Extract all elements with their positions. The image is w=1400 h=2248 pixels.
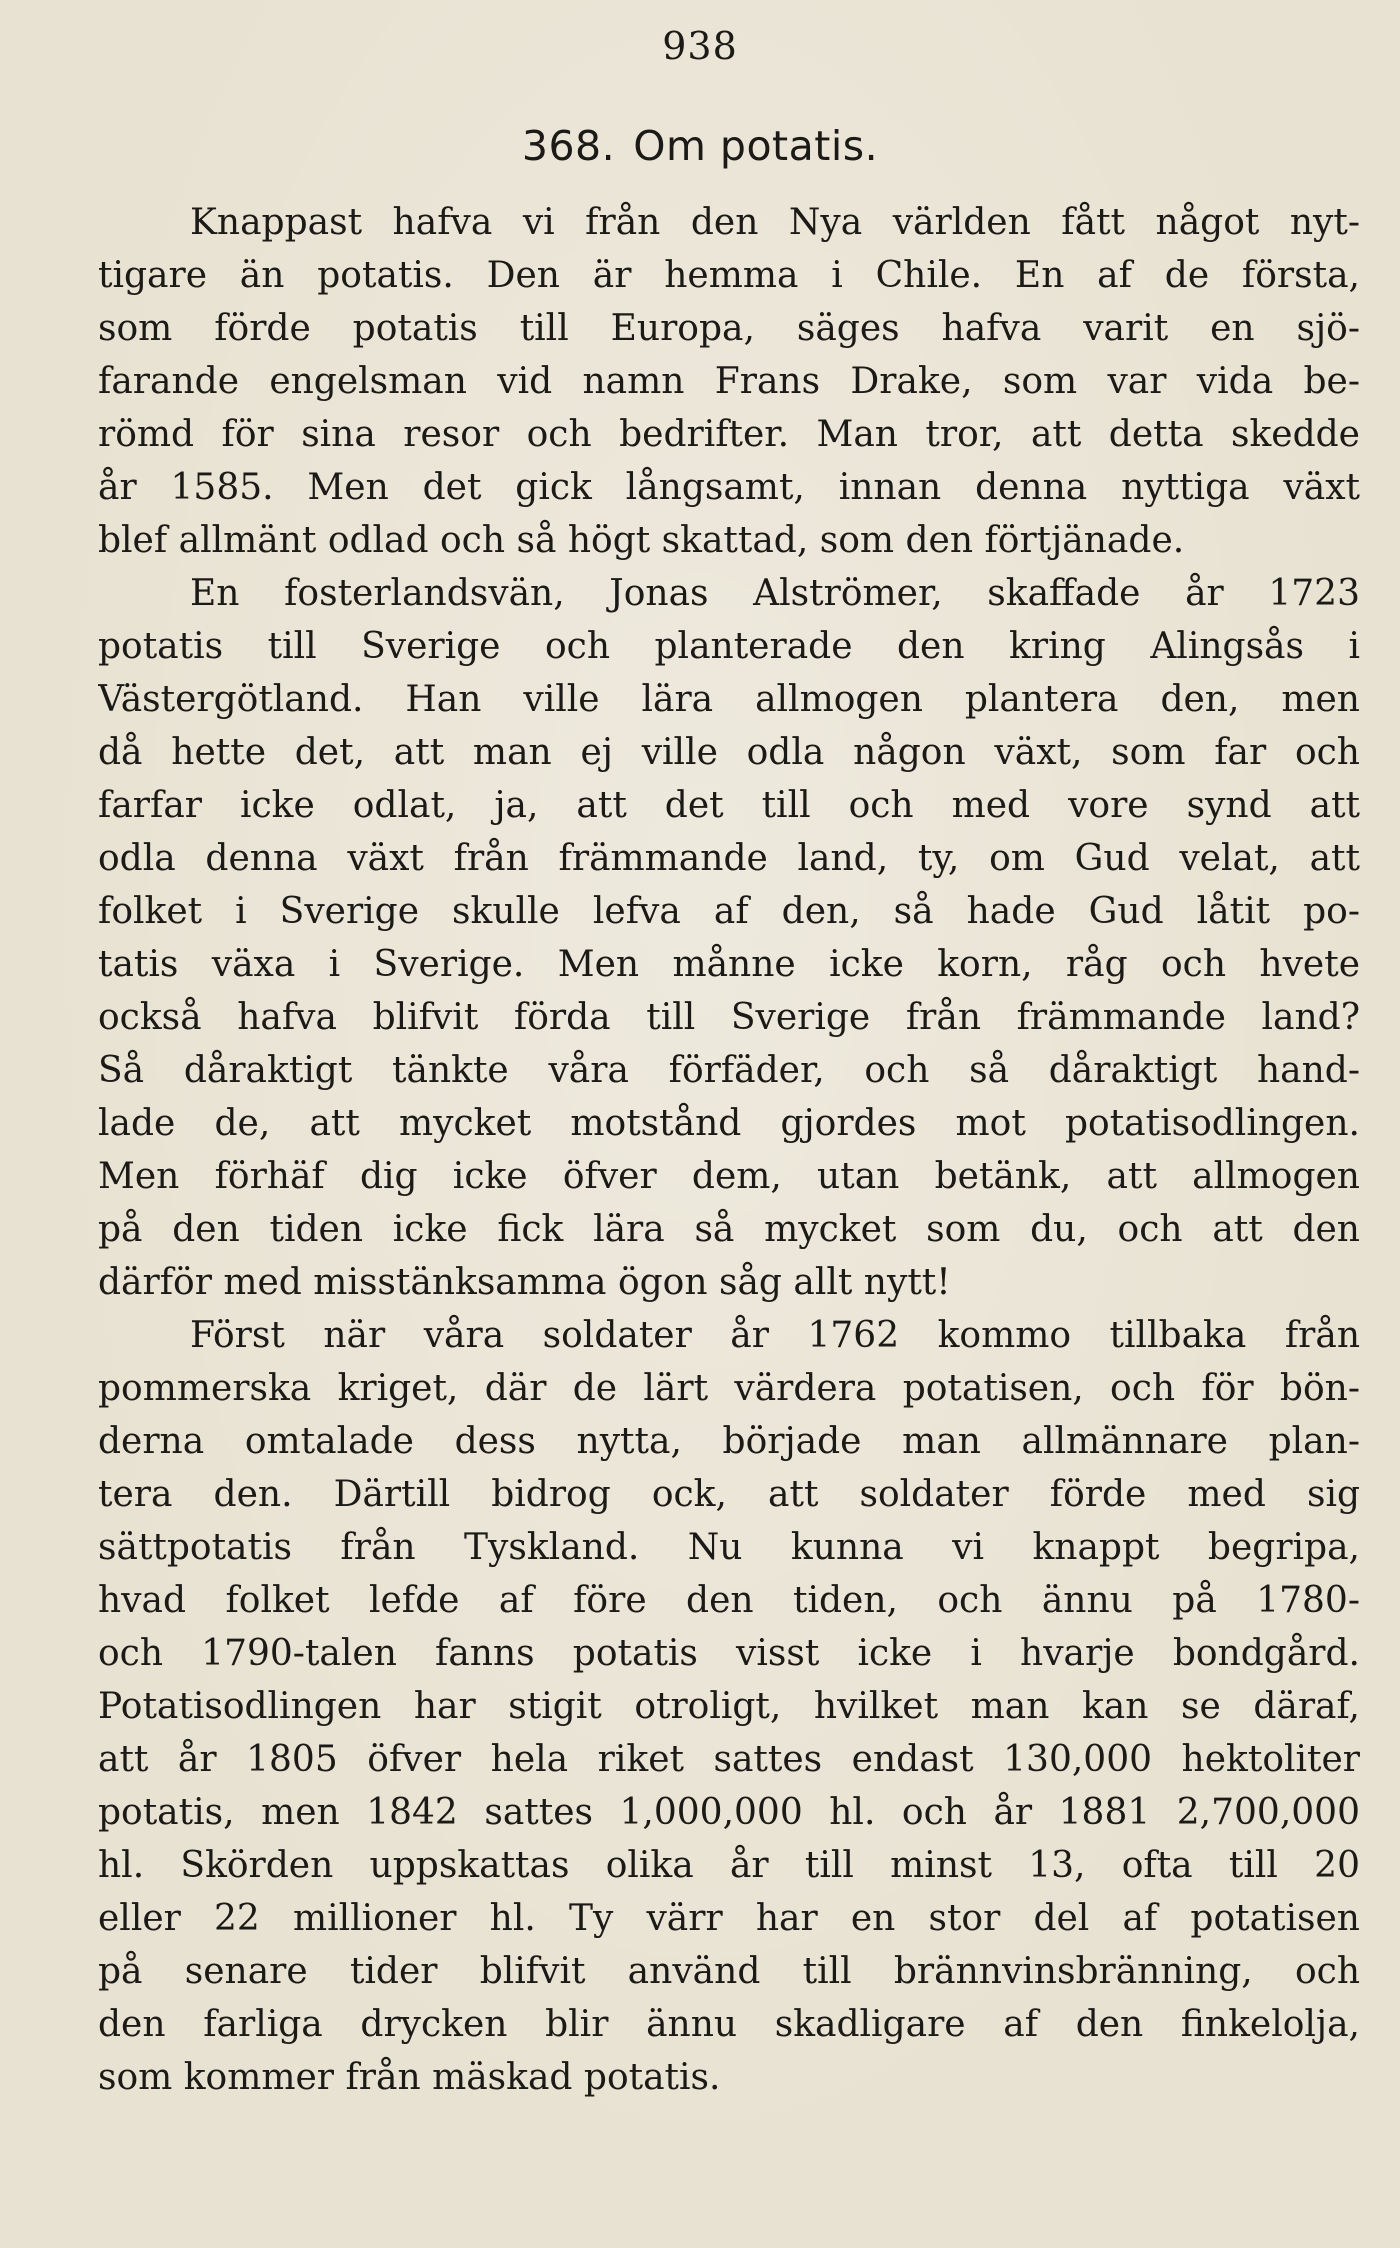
text-line: år 1585. Men det gick långsamt, innan denna nyttiga växt — [98, 467, 1360, 508]
text-line: hvad folket lefde af före den tiden, och ännu på 1780- — [98, 1580, 1360, 1621]
text-line: römd för sina resor och bedrifter. Man tror, att detta skedde — [98, 414, 1360, 455]
text-line: farfar icke odlat, ja, att det till och med vore synd att — [98, 785, 1360, 826]
text-line: derna omtalade dess nytta, började man allmännare plan- — [98, 1421, 1360, 1462]
chapter-title: Om potatis. — [633, 122, 879, 170]
text-line: som kommer från mäskad potatis. — [98, 2057, 721, 2098]
body-text — [98, 196, 1360, 2104]
text-line: att år 1805 öfver hela riket sattes endast 130,000 hektoliter — [98, 1739, 1360, 1780]
text-line: folket i Sverige skulle lefva af den, så hade Gud låtit po- — [98, 891, 1360, 932]
text-line: lade de, att mycket motstånd gjordes mot potatisodlingen. — [98, 1103, 1360, 1144]
text-line: potatis till Sverige och planterade den kring Alingsås i — [98, 626, 1360, 667]
text-line: då hette det, att man ej ville odla någon växt, som far och — [98, 732, 1360, 773]
paragraph — [98, 567, 1360, 1309]
text-line: sättpotatis från Tyskland. Nu kunna vi knappt begripa, — [98, 1527, 1360, 1568]
text-line: Knappast hafva vi från den Nya världen fått något nyt- — [190, 202, 1360, 243]
text-line: Först när våra soldater år 1762 kommo tillbaka från — [190, 1315, 1360, 1356]
text-line: på senare tider blifvit använd till brännvinsbränning, och — [98, 1951, 1360, 1992]
text-line: också hafva blifvit förda till Sverige från främmande land? — [98, 997, 1360, 1038]
text-line: därför med misstänksamma ögon såg allt nytt! — [98, 1262, 951, 1303]
chapter-number: 368. — [521, 122, 616, 170]
text-line: potatis, men 1842 sattes 1,000,000 hl. och år 1881 2,700,000 — [98, 1792, 1360, 1833]
text-line: pommerska kriget, där de lärt värdera potatisen, och för bön- — [98, 1368, 1360, 1409]
text-line: och 1790-talen fanns potatis visst icke i hvarje bondgård. — [98, 1633, 1360, 1674]
text-line: farande engelsman vid namn Frans Drake, som var vida be- — [98, 361, 1360, 402]
text-line: Västergötland. Han ville lära allmogen plantera den, men — [98, 679, 1360, 720]
text-line: eller 22 millioner hl. Ty värr har en stor del af potatisen — [98, 1898, 1360, 1939]
page-number: 938 — [662, 24, 738, 68]
text-line: Potatisodlingen har stigit otroligt, hvilket man kan se däraf, — [98, 1686, 1360, 1727]
text-line: Så dåraktigt tänkte våra förfäder, och så dåraktigt hand- — [98, 1050, 1360, 1091]
text-line: odla denna växt från främmande land, ty, om Gud velat, att — [98, 838, 1360, 879]
text-line: tera den. Därtill bidrog ock, att soldater förde med sig — [98, 1474, 1360, 1515]
text-line: som förde potatis till Europa, säges hafva varit en sjö- — [98, 308, 1360, 349]
paragraph — [98, 196, 1360, 567]
text-line: blef allmänt odlad och så högt skattad, som den förtjänade. — [98, 520, 1185, 561]
text-line: den farliga drycken blir ännu skadligare af den finkelolja, — [98, 2004, 1360, 2045]
text-line: på den tiden icke fick lära så mycket som du, och att den — [98, 1209, 1360, 1250]
text-line: Men förhäf dig icke öfver dem, utan betänk, att allmogen — [98, 1156, 1360, 1197]
text-line: tigare än potatis. Den är hemma i Chile. En af de första, — [98, 255, 1360, 296]
paragraph — [98, 1309, 1360, 2104]
text-line: En fosterlandsvän, Jonas Alströmer, skaffade år 1723 — [190, 573, 1360, 614]
chapter-heading — [0, 122, 1400, 170]
text-line: hl. Skörden uppskattas olika år till minst 13, ofta till 20 — [98, 1845, 1360, 1886]
text-line: tatis växa i Sverige. Men månne icke korn, råg och hvete — [98, 944, 1360, 985]
